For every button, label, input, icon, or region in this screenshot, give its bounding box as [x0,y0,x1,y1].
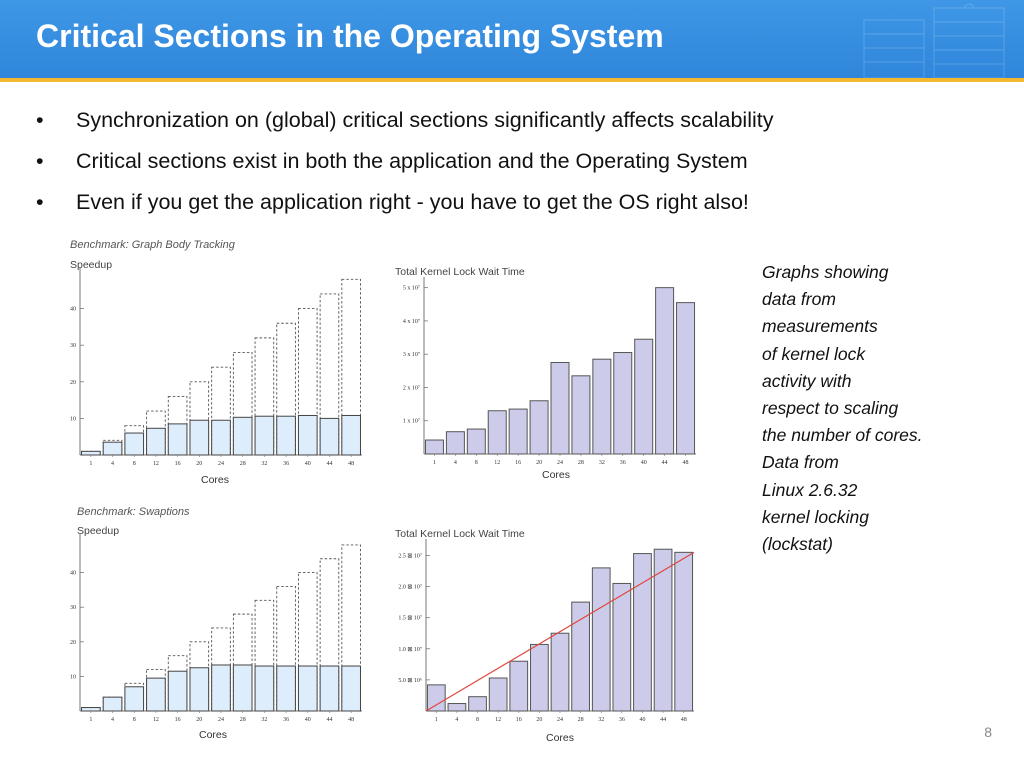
x-tick-label: 16 [174,717,181,723]
lock-wait-bar [509,409,527,454]
measured-speedup-bar [168,671,187,711]
measured-speedup-bar [233,417,252,455]
measured-speedup-bar [298,415,317,455]
x-tick-label: 4 [111,461,115,467]
x-tick-label: 44 [660,717,667,723]
measured-speedup-bar [147,678,166,711]
note-line: respect to scaling [762,398,899,419]
chart-title: Total Kernel Lock Wait Time [395,528,525,540]
lock-wait-bar [530,401,548,454]
lock-wait-bar [593,359,611,454]
lock-wait-bar [446,432,464,454]
lock-wait-bar [488,411,506,454]
measured-speedup-bar [277,666,296,711]
lock-wait-bar [592,568,610,711]
note-line: kernel locking [762,506,869,527]
y-tick-label: 10 [70,674,76,681]
measured-speedup-bar [190,420,209,455]
measured-speedup-bar [168,424,187,455]
lock-wait-bar [427,685,445,711]
building-watermark [824,0,1024,78]
measured-speedup-bar [320,418,339,455]
y-tick-label: 2 x 10⁷ [402,385,420,392]
measured-speedup-bar [125,687,144,711]
note-line: Data from [762,452,839,473]
x-tick-label: 24 [557,717,563,723]
y-axis-label: Speedup [77,525,120,537]
y-tick-label: 5 x 10⁷ [402,285,420,292]
x-tick-label: 12 [152,461,159,467]
y-tick-label: 30 [70,343,76,350]
x-tick-label: 44 [326,717,333,723]
x-tick-label: 36 [283,717,290,723]
bullet-item [36,182,996,223]
measured-speedup-bar [212,420,231,455]
lock-wait-bar [510,661,528,711]
measured-speedup-bar [190,668,209,711]
x-tick-label: 4 [453,460,457,466]
measured-speedup-bar [82,451,101,455]
lock-wait-bar [614,353,632,454]
x-tick-label: 28 [239,717,246,723]
note-line: activity with [762,370,852,391]
x-tick-label: 1 [434,717,438,723]
x-tick-label: 12 [494,460,501,466]
x-tick-label: 44 [326,461,333,467]
measured-speedup-bar [103,442,122,455]
bullet-dot: • [36,108,44,132]
bullet-list [36,100,996,223]
x-tick-label: 8 [132,717,136,723]
measured-speedup-bar [342,666,361,711]
measured-speedup-bar [298,666,317,711]
measured-speedup-bar [320,666,339,711]
bullet-text: Synchronization on (global) critical sections significantly affects scalability [76,108,774,132]
bullet-text: Even if you get the application right - you have to get the OS right also! [76,190,749,214]
slide-title: Critical Sections in the Operating System [36,18,664,54]
measured-speedup-bar [233,665,252,711]
title-bar [0,0,1024,78]
y-tick-label: 1.5 ⊠ 10⁷ [398,615,422,622]
speedup-chart-swaptions [60,502,370,744]
x-axis-label: Cores [200,474,230,486]
x-tick-label: 48 [682,460,689,466]
note-line: data from [762,289,836,310]
x-tick-label: 8 [132,461,136,467]
y-tick-label: 3 x 10⁷ [402,352,420,359]
measured-speedup-bar [103,697,122,711]
page-number: 8 [984,724,992,740]
x-tick-label: 24 [218,461,224,467]
chart-title: Benchmark: Swaptions [77,506,190,518]
lock-wait-bar [425,440,443,454]
lock-wait-bar [572,602,590,711]
x-tick-label: 40 [304,717,311,723]
x-tick-label: 40 [304,461,311,467]
x-tick-label: 12 [495,717,502,723]
y-tick-label: 1 x 10⁷ [402,418,420,425]
lock-wait-chart-bottom [388,524,704,746]
x-axis-label: Cores [198,729,228,741]
lock-wait-bar [572,376,590,454]
x-tick-label: 28 [577,460,584,466]
x-tick-label: 20 [536,460,543,466]
x-tick-label: 1 [89,717,93,723]
note-line: Graphs showing [762,262,889,282]
lock-wait-bar [677,303,695,454]
x-axis-label: Cores [545,732,575,744]
note-line: Linux 2.6.32 [762,479,858,500]
lock-wait-bar [469,697,487,711]
x-tick-label: 4 [455,717,459,723]
x-axis-label: Cores [541,469,571,481]
speedup-chart-graph-body-tracking [60,236,370,488]
x-tick-label: 4 [111,717,115,723]
x-tick-label: 24 [218,717,224,723]
y-tick-label: 4 x 10⁷ [402,318,420,325]
lock-wait-bar [448,704,466,711]
x-tick-label: 20 [536,717,543,723]
bullet-dot: • [36,190,44,214]
bullet-text: Critical sections exist in both the application and the Operating System [76,149,748,173]
note-line: measurements [762,316,878,337]
measured-speedup-bar [212,665,231,711]
y-tick-label: 40 [70,570,76,577]
measured-speedup-bar [277,416,296,455]
bullet-dot: • [36,149,44,173]
lock-wait-bar [613,583,631,711]
x-tick-label: 48 [680,717,687,723]
x-tick-label: 40 [640,460,647,466]
x-tick-label: 24 [557,460,563,466]
y-tick-label: 30 [70,605,76,612]
y-tick-label: 10 [70,416,76,423]
lock-wait-bar [634,554,652,711]
measured-speedup-bar [255,416,274,455]
x-tick-label: 16 [515,460,522,466]
note-line: of kernel lock [762,343,866,364]
side-note [762,259,992,558]
y-tick-label: 2.0 ⊠ 10⁷ [398,584,422,591]
bullet-item [36,100,996,141]
x-tick-label: 1 [89,461,93,467]
note-line: (lockstat) [762,534,833,555]
x-tick-label: 1 [432,460,436,466]
x-tick-label: 20 [196,717,203,723]
y-tick-label: 40 [70,306,76,313]
measured-speedup-bar [147,428,166,455]
lock-wait-bar [551,633,569,711]
lock-wait-bar [675,552,693,711]
x-tick-label: 48 [348,461,355,467]
measured-speedup-bar [342,415,361,455]
lock-wait-bar [635,339,653,454]
x-tick-label: 48 [348,717,355,723]
x-tick-label: 36 [619,460,626,466]
chart-title: Total Kernel Lock Wait Time [395,266,525,278]
measured-speedup-bar [255,666,274,711]
x-tick-label: 16 [515,717,522,723]
lock-wait-bar [551,363,569,454]
bullet-item [36,141,996,182]
lock-wait-bar [654,549,672,711]
lock-wait-bar [489,678,507,711]
x-tick-label: 36 [283,461,290,467]
x-tick-label: 32 [598,717,605,723]
x-tick-label: 40 [639,717,646,723]
note-line: the number of cores. [762,425,923,446]
measured-speedup-bar [82,708,101,711]
x-tick-label: 32 [261,717,268,723]
x-tick-label: 36 [618,717,625,723]
x-tick-label: 16 [174,461,181,467]
x-tick-label: 32 [598,460,605,466]
measured-speedup-bar [125,433,144,455]
y-tick-label: 20 [70,379,76,386]
lock-wait-chart-top [388,262,704,484]
x-tick-label: 8 [476,717,480,723]
y-tick-label: 20 [70,639,76,646]
x-tick-label: 44 [661,460,668,466]
chart-title: Benchmark: Graph Body Tracking [70,239,235,251]
x-tick-label: 12 [152,717,159,723]
lock-wait-bar [531,644,549,711]
lock-wait-bar [467,429,485,454]
x-tick-label: 28 [239,461,246,467]
y-tick-label: 1.0 ⊠ 10⁷ [398,646,422,653]
title-underline [0,78,1024,82]
x-tick-label: 32 [261,461,268,467]
x-tick-label: 8 [474,460,478,466]
x-tick-label: 28 [577,717,584,723]
y-tick-label: 5.0 ⊠ 10⁶ [398,677,422,684]
y-axis-label: Speedup [70,259,113,271]
lock-wait-bar [656,288,674,454]
y-tick-label: 2.5 ⊠ 10⁷ [398,553,422,560]
x-tick-label: 20 [196,461,203,467]
